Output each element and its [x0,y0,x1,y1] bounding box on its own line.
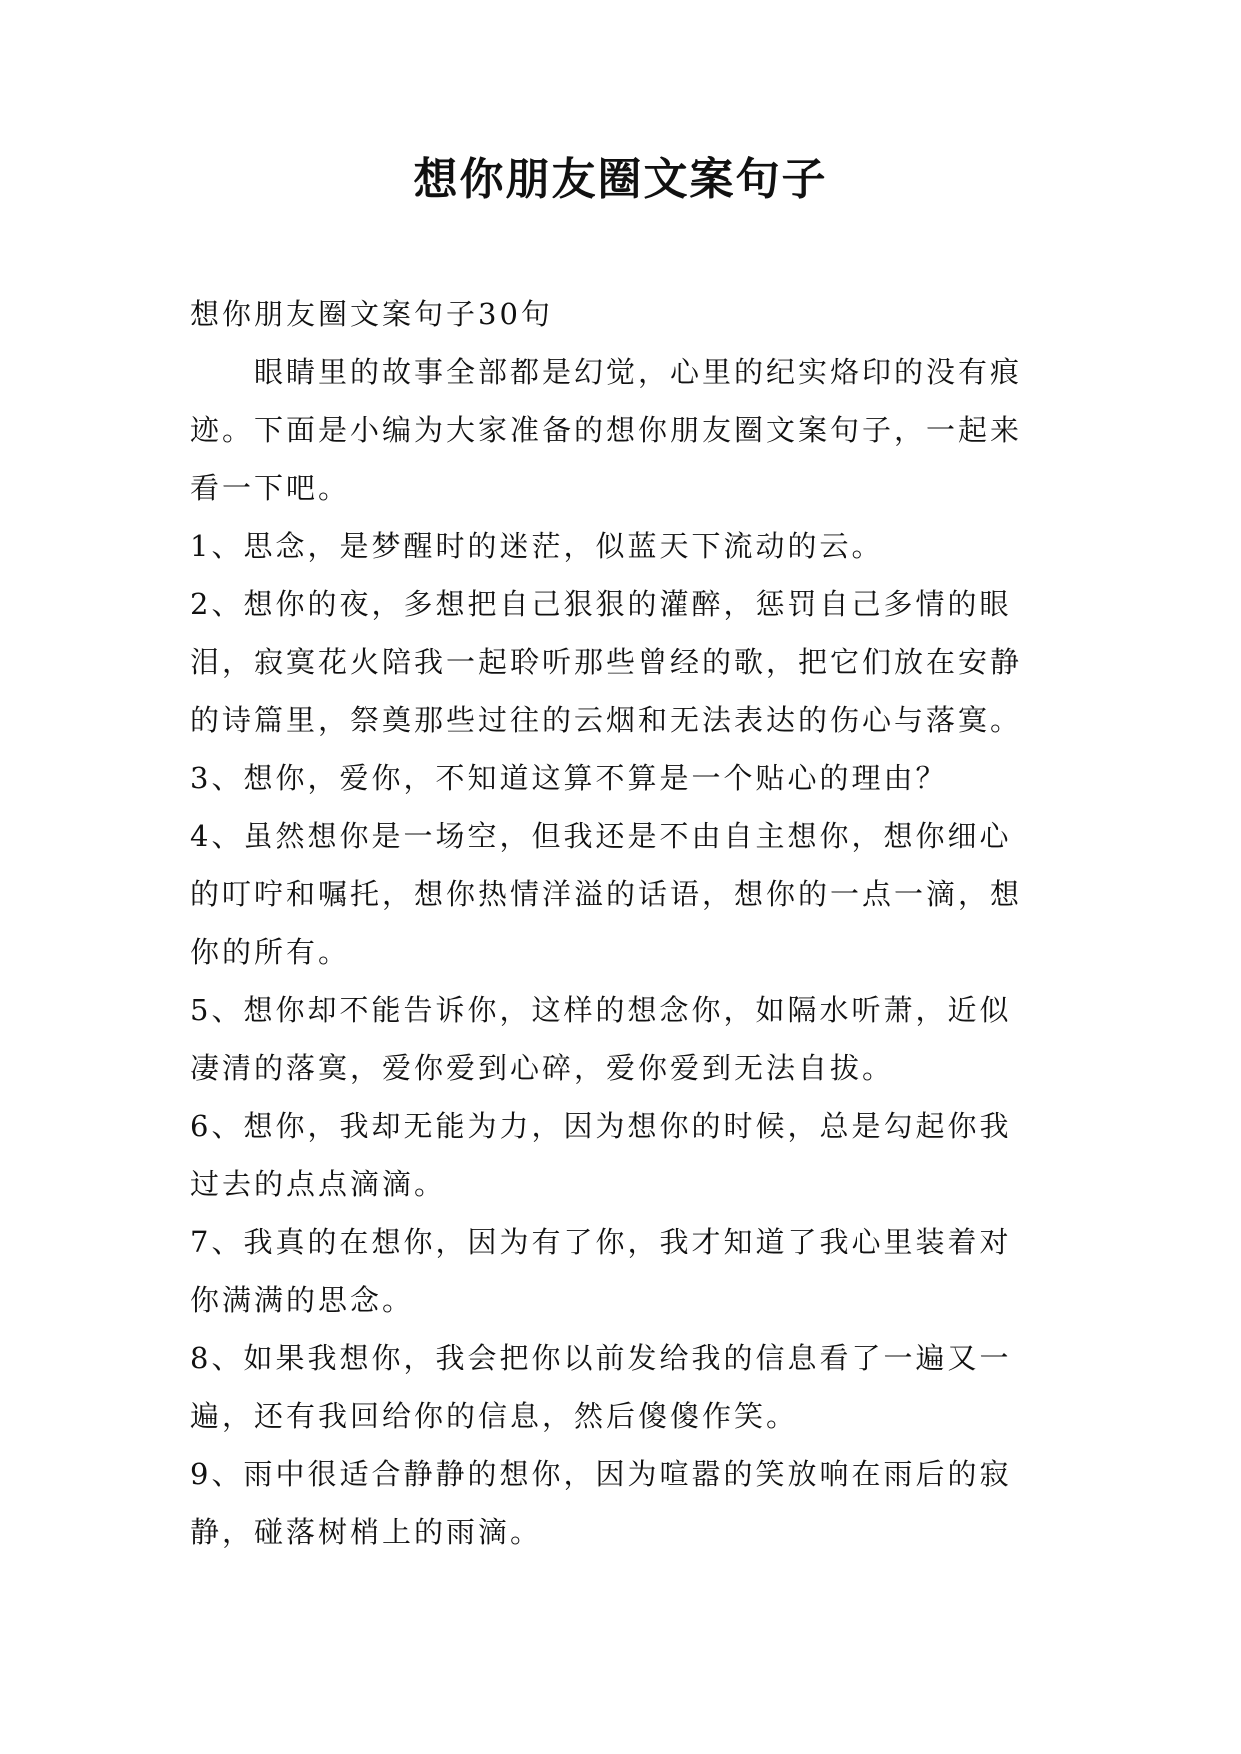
quote-line: 凄清的落寞，爱你爱到心碎，爱你爱到无法自拔。 [190,1051,895,1085]
quote-line: 的诗篇里，祭奠那些过往的云烟和无法表达的伤心与落寞。 [190,703,1023,737]
quote-line: 8、如果我想你，我会把你以前发给我的信息看了一遍又一 [190,1341,1012,1375]
quote-line: 静，碰落树梢上的雨滴。 [190,1515,543,1549]
document-title: 想你朋友圈文案句子 [413,154,828,205]
quote-line: 3、想你，爱你，不知道这算不算是一个贴心的理由？ [190,761,948,795]
quote-line: 7、我真的在想你，因为有了你，我才知道了我心里装着对 [190,1225,1012,1259]
quote-line: 4、虽然想你是一场空，但我还是不由自主想你，想你细心 [190,819,1012,853]
quote-line: 1、思念，是梦醒时的迷茫，似蓝天下流动的云。 [190,529,884,563]
quote-line: 2、想你的夜，多想把自己狠狠的灌醉，惩罚自己多情的眼 [190,587,1012,621]
quote-line: 6、想你，我却无能为力，因为想你的时候，总是勾起你我 [190,1109,1012,1143]
intro-line: 迹。下面是小编为大家准备的想你朋友圈文案句子，一起来 [190,413,1023,447]
quote-line: 过去的点点滴滴。 [190,1167,447,1201]
quote-line: 你满满的思念。 [190,1283,415,1317]
quote-line: 9、雨中很适合静静的想你，因为喧嚣的笑放响在雨后的寂 [190,1457,1012,1491]
quote-line: 你的所有。 [190,935,351,969]
document-body [190,285,1060,1561]
quote-line: 泪，寂寞花火陪我一起聆听那些曾经的歌，把它们放在安静 [190,645,1023,679]
quote-line: 遍，还有我回给你的信息，然后傻傻作笑。 [190,1399,799,1433]
intro-line: 看一下吧。 [190,471,351,505]
quote-line: 的叮咛和嘱托，想你热情洋溢的话语，想你的一点一滴，想 [190,877,1023,911]
quote-line: 5、想你却不能告诉你，这样的想念你，如隔水听萧，近似 [190,993,1012,1027]
intro-line: 眼睛里的故事全部都是幻觉，心里的纪实烙印的没有痕 [254,355,1023,389]
subtitle-line: 想你朋友圈文案句子30句 [190,297,553,331]
